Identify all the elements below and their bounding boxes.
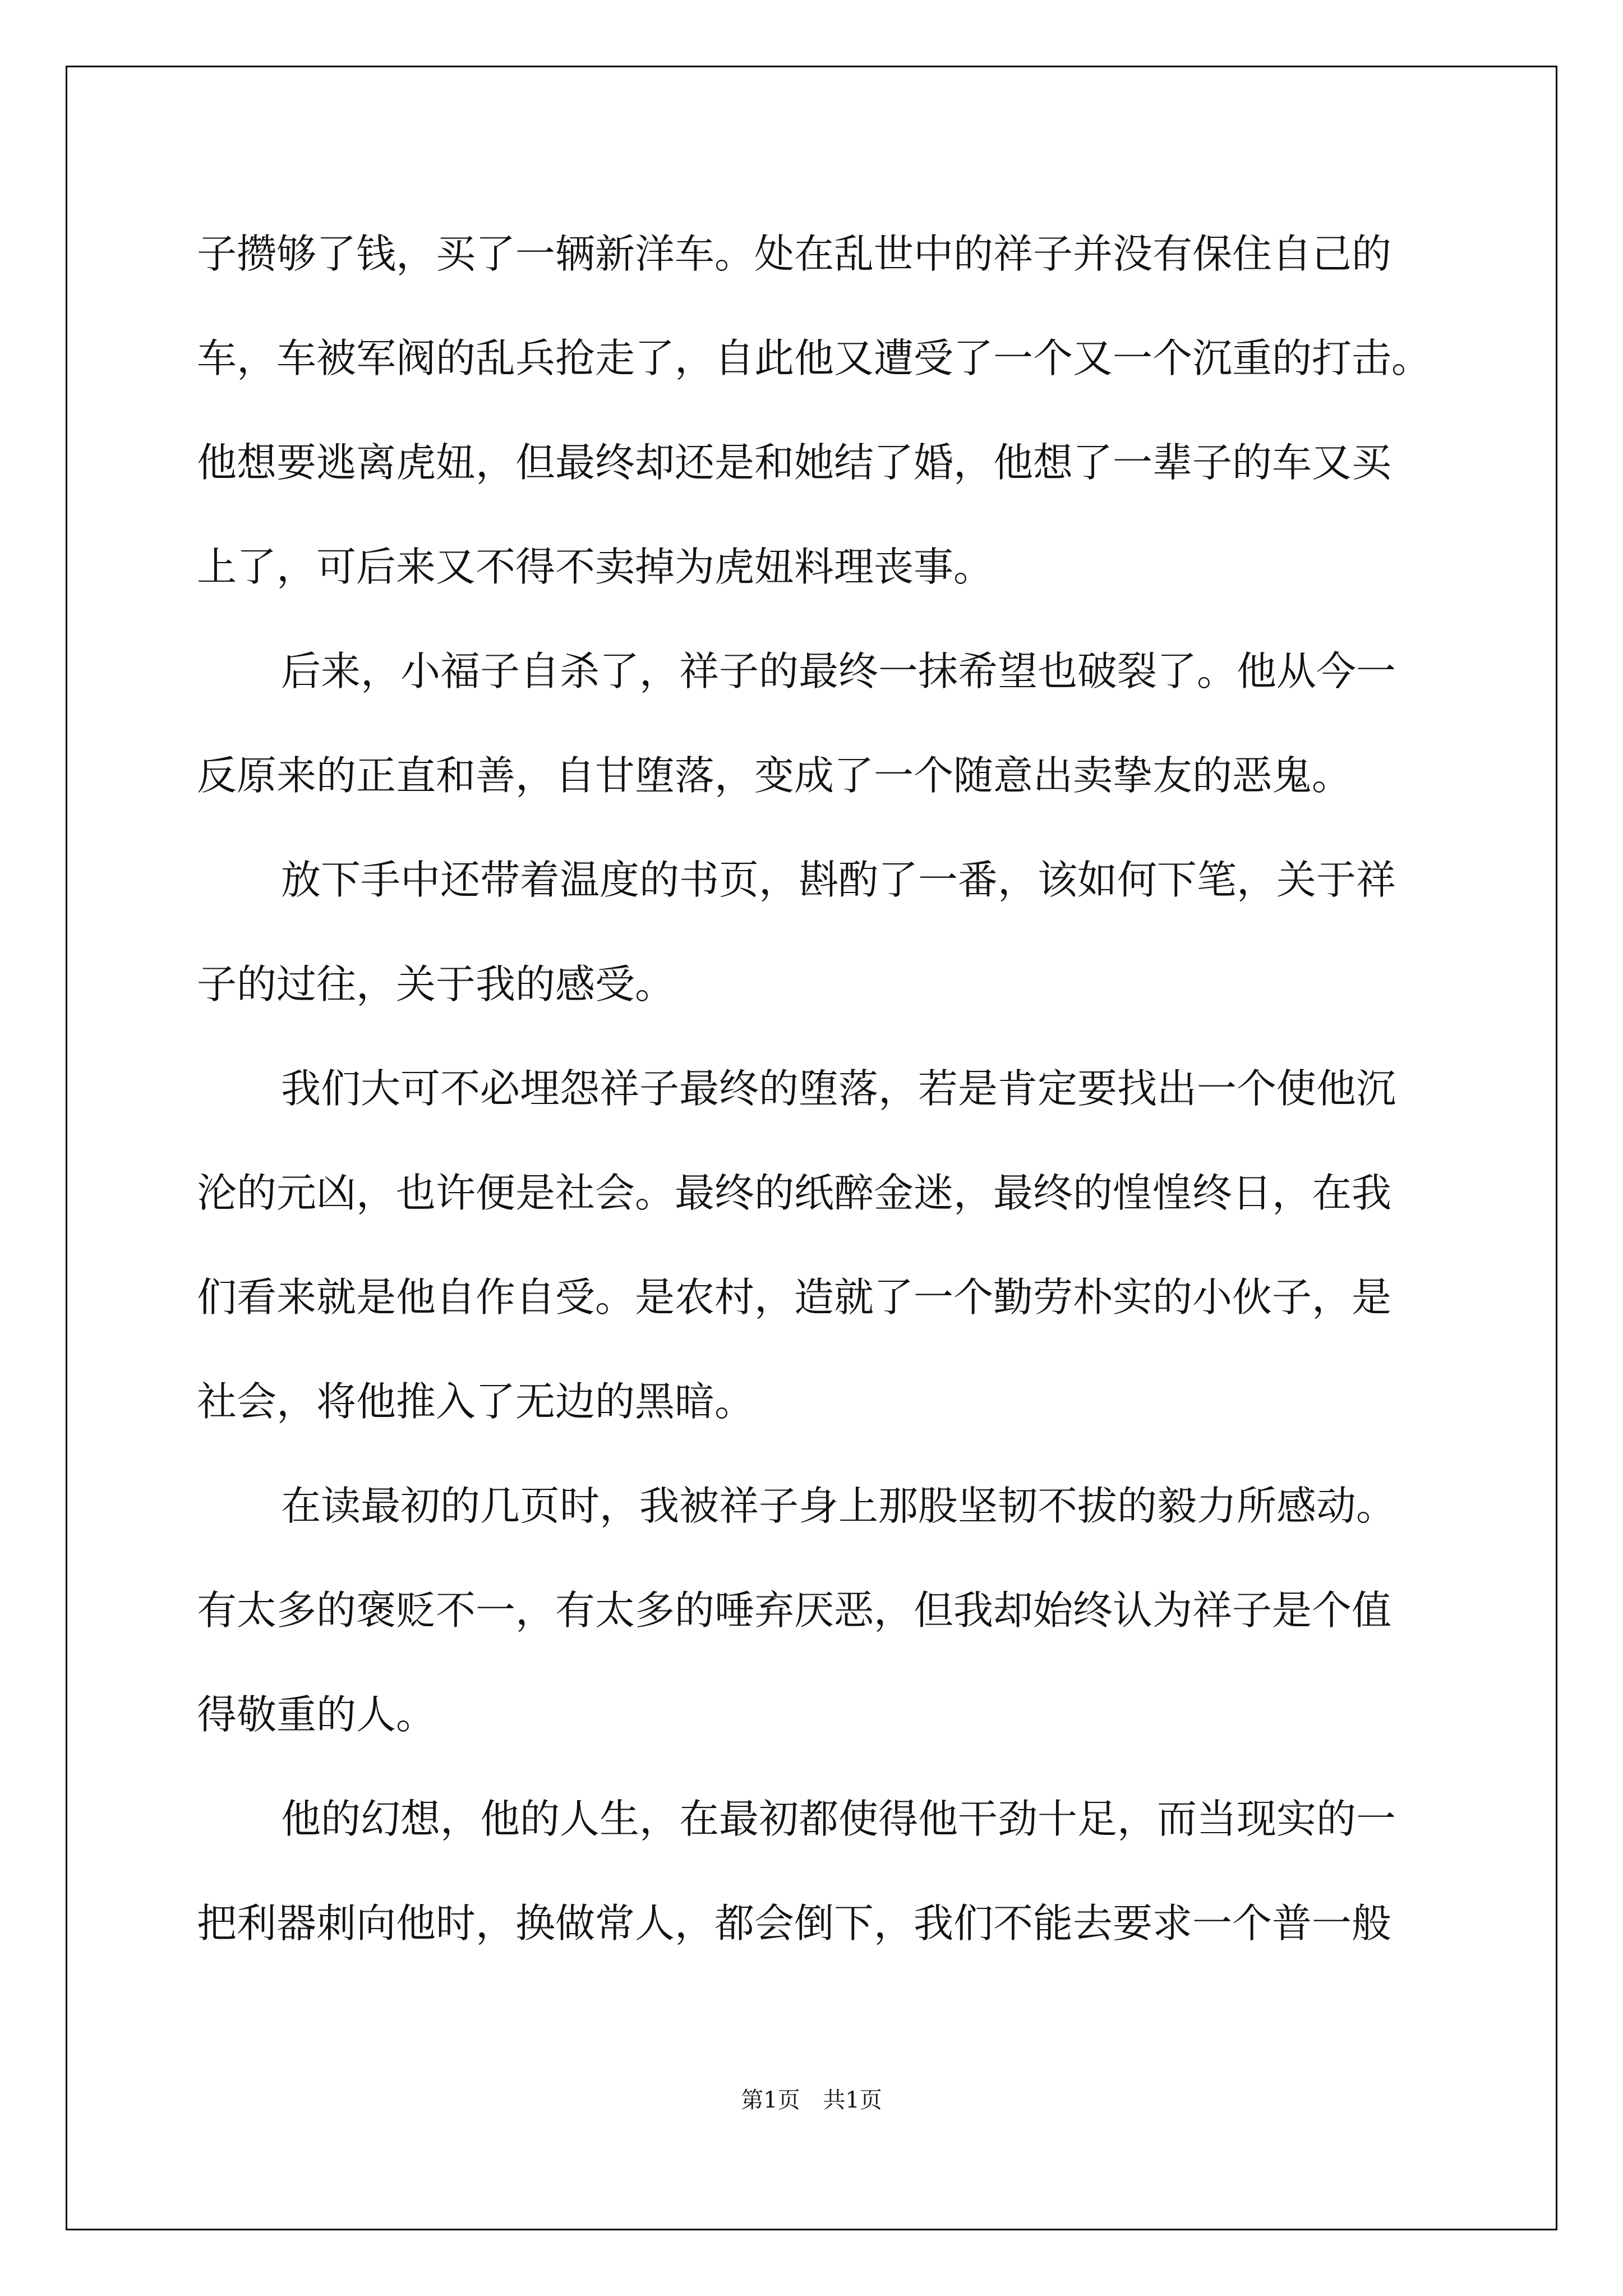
text-line: 得敬重的人。	[197, 1691, 436, 1738]
text-line: 子攒够了钱，买了一辆新洋车。处在乱世中的祥子并没有保住自己的	[197, 231, 1392, 277]
document-body	[197, 202, 1487, 1976]
page-number: 第1页	[741, 2087, 800, 2113]
text-line: 社会，将他推入了无边的黑暗。	[197, 1378, 755, 1425]
text-line: 沦的元凶，也许便是社会。最终的纸醉金迷，最终的惶惶终日，在我	[197, 1170, 1392, 1216]
text-line: 车，车被军阀的乱兵抢走了，自此他又遭受了一个又一个沉重的打击。	[197, 335, 1432, 381]
text-line: 后来，小福子自杀了，祥子的最终一抹希望也破裂了。他从今一	[281, 648, 1396, 694]
text-line: 反原来的正直和善，自甘堕落，变成了一个随意出卖挚友的恶鬼。	[197, 752, 1352, 799]
text-line: 上了，可后来又不得不卖掉为虎妞料理丧事。	[197, 544, 994, 590]
text-line: 在读最初的几页时，我被祥子身上那股坚韧不拔的毅力所感动。	[281, 1483, 1396, 1529]
text-line: 我们大可不必埋怨祥子最终的堕落，若是肯定要找出一个使他沉	[281, 1065, 1396, 1112]
page-total: 共1页	[823, 2087, 882, 2113]
text-line: 子的过往，关于我的感受。	[197, 961, 675, 1007]
text-line: 他想要逃离虎妞，但最终却还是和她结了婚，他想了一辈子的车又买	[197, 439, 1392, 486]
text-line: 他的幻想，他的人生，在最初都使得他干劲十足，而当现实的一	[281, 1796, 1396, 1842]
text-line: 有太多的褒贬不一，有太多的唾弃厌恶，但我却始终认为祥子是个值	[197, 1587, 1392, 1634]
text-line: 放下手中还带着温度的书页，斟酌了一番，该如何下笔，关于祥	[281, 857, 1396, 903]
text-line: 们看来就是他自作自受。是农村，造就了一个勤劳朴实的小伙子，是	[197, 1274, 1392, 1320]
text-line: 把利器刺向他时，换做常人，都会倒下，我们不能去要求一个普一般	[197, 1900, 1392, 1947]
page-footer	[0, 2082, 1623, 2114]
